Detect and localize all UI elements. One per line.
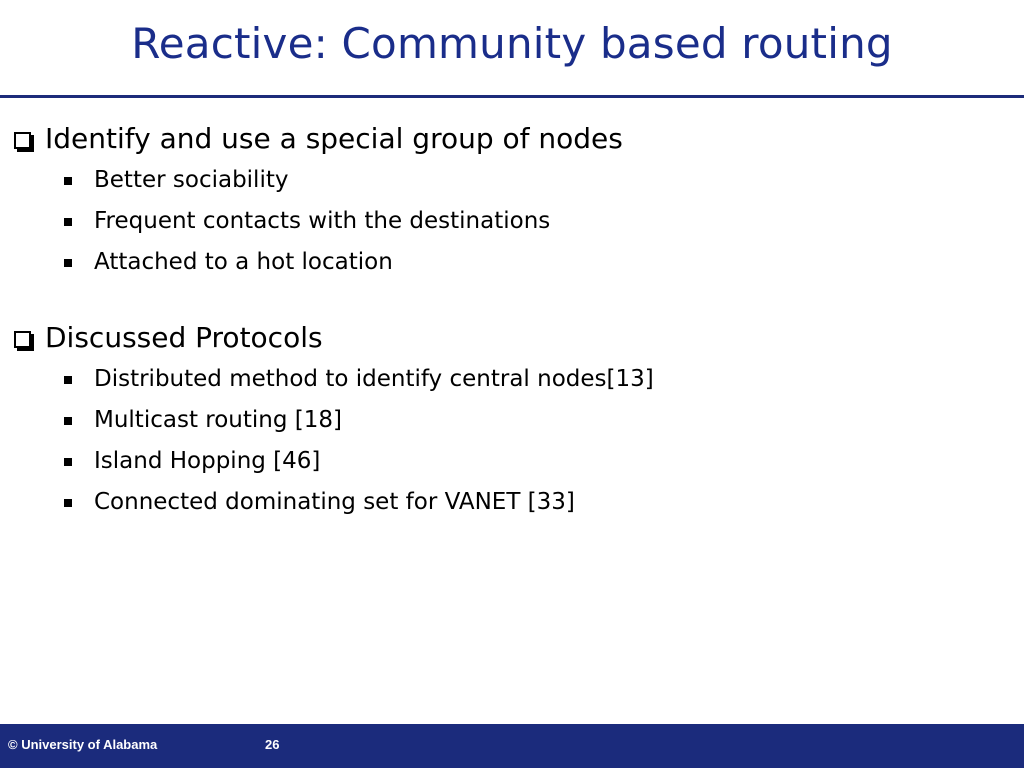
list-item [12,201,1002,242]
checkbox-bullet-icon [14,132,31,149]
section-heading-text: Identify and use a special group of nodes [45,122,623,155]
section-heading [12,317,1002,359]
section-spacer [12,283,1002,317]
list-item-text: Frequent contacts with the destinations [94,208,551,234]
page-number: 26 [265,737,280,752]
list-item-text: Attached to a hot location [94,249,393,275]
list-item-text: Connected dominating set for VANET [33] [94,489,575,515]
square-bullet-icon [64,499,72,507]
square-bullet-icon [64,376,72,384]
list-item [12,482,1002,523]
square-bullet-icon [64,259,72,267]
footer-copyright: © University of Alabama [8,737,158,752]
square-bullet-icon [64,458,72,466]
title-divider [0,95,1024,98]
list-item-text: Better sociability [94,167,289,193]
checkbox-bullet-icon [14,331,31,348]
list-item [12,400,1002,441]
slide-title: Reactive: Community based routing [131,19,893,68]
list-item [12,160,1002,201]
list-item [12,359,1002,400]
footer-bar [0,724,1024,768]
square-bullet-icon [64,218,72,226]
list-item [12,441,1002,482]
list-item-text: Island Hopping [46] [94,448,321,474]
slide-content [12,118,1002,523]
section-heading [12,118,1002,160]
list-item-text: Distributed method to identify central nodes[13] [94,366,654,392]
section-heading-text: Discussed Protocols [45,321,323,354]
list-item-text: Multicast routing [18] [94,407,342,433]
square-bullet-icon [64,177,72,185]
list-item [12,242,1002,283]
square-bullet-icon [64,417,72,425]
